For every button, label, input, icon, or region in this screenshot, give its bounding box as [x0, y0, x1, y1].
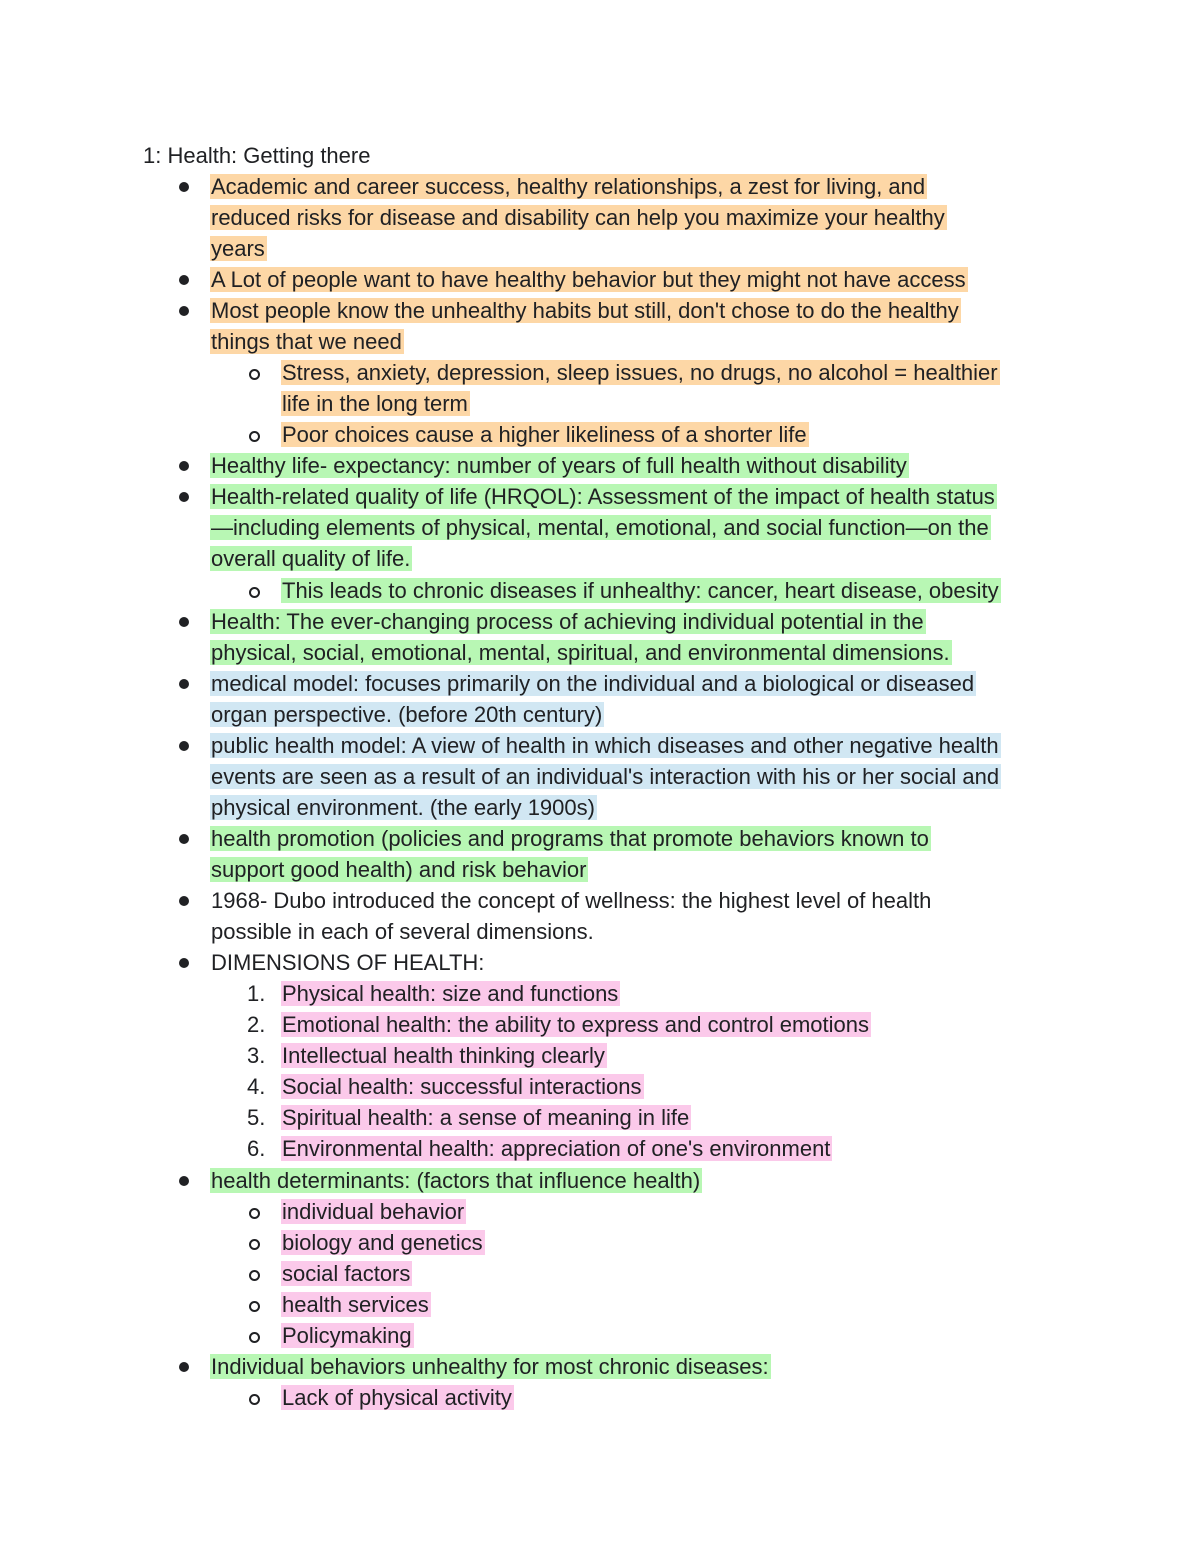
highlighted-text: Individual behaviors unhealthy for most chronic diseases: [211, 1354, 769, 1379]
text-line [282, 419, 809, 450]
text-line [211, 699, 604, 730]
text-line [211, 606, 926, 637]
highlighted-text: public health model: A view of health in which diseases and other negative health [211, 733, 999, 758]
list-number: 6. [247, 1136, 266, 1161]
highlighted-text: health determinants: (factors that influence health) [211, 1168, 701, 1193]
bullet-disc [179, 275, 189, 285]
bullet-disc [179, 492, 189, 502]
text-line [282, 1289, 431, 1320]
highlighted-text: —including elements of physical, mental, emotional, and social function—on the [211, 515, 989, 540]
bullet-disc [179, 1176, 189, 1186]
bullet-circle [249, 431, 260, 442]
highlighted-text: Health: The ever-changing process of achieving individual potential in the [211, 609, 924, 634]
highlighted-text: Policymaking [282, 1323, 412, 1348]
highlighted-text: Intellectual health thinking clearly [282, 1043, 605, 1068]
bullet-circle [249, 1394, 260, 1405]
list-number: 1. [247, 981, 266, 1006]
text-line [282, 1258, 412, 1289]
bullet-circle [249, 1208, 260, 1219]
highlighted-text: This leads to chronic diseases if unhealthy: cancer, heart disease, obesity [282, 578, 999, 603]
text-line [211, 543, 412, 574]
bullet-circle [249, 1239, 260, 1250]
text-line [211, 233, 267, 264]
text-line [211, 326, 404, 357]
list-number: 2. [247, 1012, 266, 1037]
bullet-disc [179, 617, 189, 627]
text-line [211, 637, 952, 668]
highlighted-text: physical environment. (the early 1900s) [211, 795, 595, 820]
text-line [211, 1165, 702, 1196]
text-line [211, 171, 927, 202]
bullet-disc [179, 306, 189, 316]
highlighted-text: things that we need [211, 329, 402, 354]
bullet-disc [179, 896, 189, 906]
plain-text: 1968- Dubo introduced the concept of wellness: the highest level of health [211, 888, 932, 913]
text-line [211, 295, 961, 326]
highlighted-text: Physical health: size and functions [282, 981, 619, 1006]
highlighted-text: individual behavior [282, 1199, 465, 1224]
bullet-circle [249, 369, 260, 380]
highlighted-text: A Lot of people want to have healthy behavior but they might not have access [211, 267, 966, 292]
list-number: 3. [247, 1043, 266, 1068]
bullet-disc [179, 741, 189, 751]
text-line [282, 1009, 871, 1040]
highlighted-text: health promotion (policies and programs that promote behaviors known to [211, 826, 929, 851]
list-number: 4. [247, 1074, 266, 1099]
text-line [282, 1102, 691, 1133]
highlighted-text: Social health: successful interactions [282, 1074, 642, 1099]
bullet-circle [249, 1301, 260, 1312]
highlighted-text: Spiritual health: a sense of meaning in life [282, 1105, 690, 1130]
bullet-disc [179, 834, 189, 844]
text-line [211, 916, 596, 947]
highlighted-text: Health-related quality of life (HRQOL): Assessment of the impact of health status [211, 484, 995, 509]
text-line [211, 264, 968, 295]
text-line [282, 357, 1000, 388]
highlighted-text: health services [282, 1292, 429, 1317]
plain-text: DIMENSIONS OF HEALTH: [211, 950, 485, 975]
highlighted-text: Stress, anxiety, depression, sleep issues, no drugs, no alcohol = healthier [282, 360, 998, 385]
bullet-circle [249, 1332, 260, 1343]
highlighted-text: life in the long term [282, 391, 468, 416]
bullet-disc [179, 958, 189, 968]
highlighted-text: Most people know the unhealthy habits but still, don't chose to do the healthy [211, 298, 959, 323]
text-line [282, 1382, 514, 1413]
highlighted-text: Emotional health: the ability to express and control emotions [282, 1012, 869, 1037]
highlighted-text: events are seen as a result of an individual's interaction with his or her social and [211, 764, 1000, 789]
text-line [211, 481, 997, 512]
highlighted-text: Poor choices cause a higher likeliness of a shorter life [282, 422, 807, 447]
highlighted-text: Environmental health: appreciation of one's environment [282, 1136, 831, 1161]
highlighted-text: physical, social, emotional, mental, spiritual, and environmental dimensions. [211, 640, 950, 665]
section-heading: 1: Health: Getting there [143, 143, 371, 168]
text-line [282, 575, 1001, 606]
text-line [211, 823, 931, 854]
bullet-disc [179, 679, 189, 689]
text-line [282, 388, 470, 419]
text-line [211, 450, 909, 481]
highlighted-text: support good health) and risk behavior [211, 857, 587, 882]
text-line [211, 730, 1001, 761]
text-line [211, 792, 597, 823]
bullet-disc [179, 182, 189, 192]
highlighted-text: Academic and career success, healthy relationships, a zest for living, and [211, 174, 926, 199]
text-line [282, 1040, 607, 1071]
text-line [211, 947, 486, 978]
text-line [211, 854, 588, 885]
text-line [282, 1071, 644, 1102]
text-line [211, 668, 976, 699]
list-number: 5. [247, 1105, 266, 1130]
highlighted-text: social factors [282, 1261, 411, 1286]
highlighted-text: overall quality of life. [211, 546, 411, 571]
highlighted-text: organ perspective. (before 20th century) [211, 702, 603, 727]
bullet-disc [179, 1362, 189, 1372]
text-line [282, 1133, 832, 1164]
bullet-circle [249, 1270, 260, 1281]
text-line [211, 1351, 771, 1382]
highlighted-text: medical model: focuses primarily on the individual and a biological or diseased [211, 671, 975, 696]
text-line [211, 885, 933, 916]
text-line [282, 978, 620, 1009]
highlighted-text: Healthy life- expectancy: number of years of full health without disability [211, 453, 907, 478]
bullet-circle [249, 587, 260, 598]
text-line [282, 1320, 414, 1351]
text-line [282, 1196, 466, 1227]
highlighted-text: reduced risks for disease and disability can help you maximize your healthy [211, 205, 945, 230]
highlighted-text: biology and genetics [282, 1230, 483, 1255]
text-line [282, 1227, 485, 1258]
text-line [211, 202, 947, 233]
text-line [211, 761, 1001, 792]
highlighted-text: Lack of physical activity [282, 1385, 512, 1410]
bullet-disc [179, 461, 189, 471]
plain-text: possible in each of several dimensions. [211, 919, 594, 944]
highlighted-text: years [211, 236, 265, 261]
text-line [211, 512, 991, 543]
